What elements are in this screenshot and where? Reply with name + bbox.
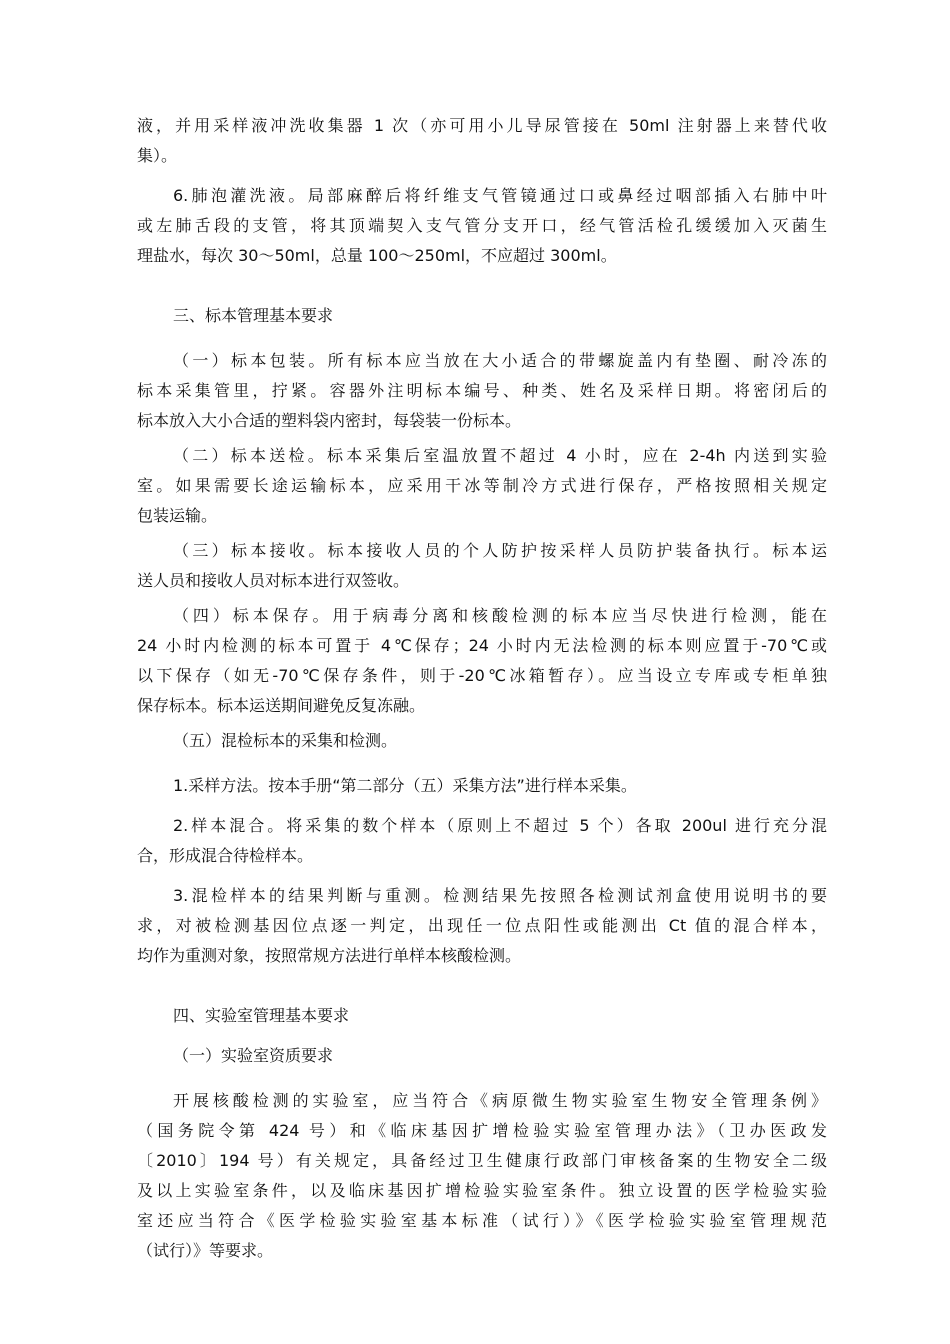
text-line: 室。如果需要长途运输标本，应采用干冰等制冷方式进行保存，严格按照相关规定	[137, 476, 827, 495]
text-line: 或左肺舌段的支管，将其顶端契入支气管分支开口，经气管活检孔缓缓加入灭菌生	[137, 216, 827, 235]
text-line: 24 小时内检测的标本可置于 4℃保存；24 小时内无法检测的标本则应置于-70℃或	[137, 636, 827, 655]
text-line: 送人员和接收人员对标本进行双签收。	[137, 571, 410, 590]
text-line: （试行）》等要求。	[137, 1241, 274, 1260]
text-line: （三）标本接收。标本接收人员的个人防护按采样人员防护装备执行。标本运	[173, 541, 827, 560]
text-line: 标本放入大小合适的塑料袋内密封，每袋装一份标本。	[137, 411, 522, 430]
text-line: （一）标本包装。所有标本应当放在大小适合的带螺旋盖内有垫圈、耐冷冻的	[173, 351, 827, 370]
text-line: 1.采样方法。按本手册“第二部分（五）采集方法”进行样本采集。	[173, 776, 637, 795]
text-line: 6.肺泡灌洗液。局部麻醉后将纤维支气管镜通过口或鼻经过咽部插入右肺中叶	[173, 186, 827, 205]
text-line: 求，对被检测基因位点逐一判定，出现任一位点阳性或能测出 Ct 值的混合样本，	[137, 916, 827, 935]
text-line: （四）标本保存。用于病毒分离和核酸检测的标本应当尽快进行检测，能在	[173, 606, 827, 625]
text-line: 3.混检样本的结果判断与重测。检测结果先按照各检测试剂盒使用说明书的要	[173, 886, 827, 905]
text-line: 〔2010〕194 号）有关规定，具备经过卫生健康行政部门审核备案的生物安全二级	[137, 1151, 827, 1170]
document-page	[137, 0, 827, 1344]
text-line: 包装运输。	[137, 506, 218, 525]
text-line: 集）。	[137, 146, 178, 165]
text-line: 室还应当符合《医学检验实验室基本标准（试行）》《医学检验实验室管理规范	[137, 1211, 827, 1230]
text-line: 合，形成混合待检样本。	[137, 846, 314, 865]
section-heading: 四、实验室管理基本要求	[173, 1006, 350, 1025]
text-line: 保存标本。标本运送期间避免反复冻融。	[137, 696, 426, 715]
text-line: 开展核酸检测的实验室，应当符合《病原微生物实验室生物安全管理条例》	[173, 1091, 827, 1110]
text-line: 液，并用采样液冲洗收集器 1 次（亦可用小儿导尿管接在 50ml 注射器上来替代收	[137, 116, 827, 135]
text-line: 及以上实验室条件，以及临床基因扩增检验实验室条件。独立设置的医学检验实验	[137, 1181, 827, 1200]
section-heading: 三、标本管理基本要求	[173, 306, 334, 325]
text-line: （国务院令第 424 号）和《临床基因扩增检验实验室管理办法》（卫办医政发	[137, 1121, 827, 1140]
text-line: 理盐水，每次 30～50ml，总量 100～250ml，不应超过 300ml。	[137, 246, 617, 265]
text-line: （二）标本送检。标本采集后室温放置不超过 4 小时，应在 2-4h 内送到实验	[173, 446, 827, 465]
text-line: 2.样本混合。将采集的数个样本（原则上不超过 5 个）各取 200ul 进行充分混	[173, 816, 827, 835]
text-line: 标本采集管里，拧紧。容器外注明标本编号、种类、姓名及采样日期。将密闭后的	[137, 381, 827, 400]
subsection-heading: （一）实验室资质要求	[173, 1046, 334, 1065]
text-line: 以下保存（如无-70℃保存条件，则于-20℃冰箱暂存）。应当设立专库或专柜单独	[137, 666, 827, 685]
subsection-heading: （五）混检标本的采集和检测。	[173, 731, 398, 750]
text-line: 均作为重测对象，按照常规方法进行单样本核酸检测。	[137, 946, 522, 965]
